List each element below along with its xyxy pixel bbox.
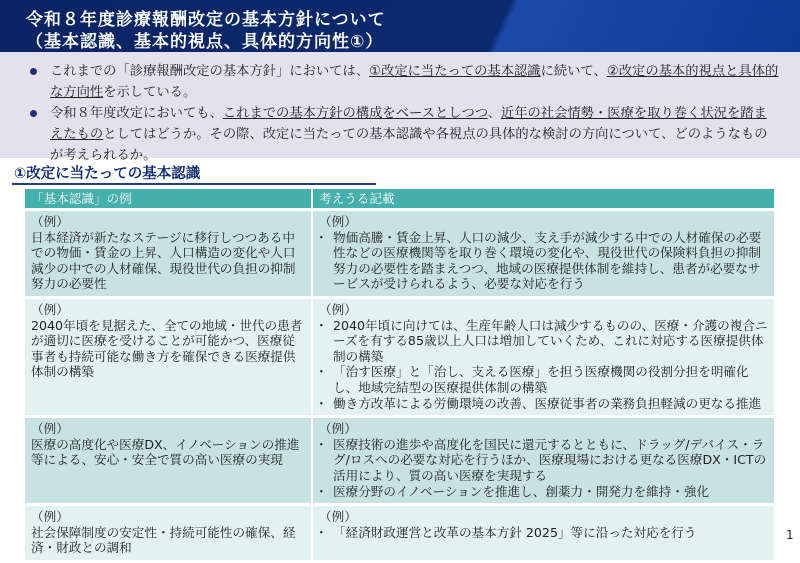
- description-item: ・ 「経済財政運営と改革の基本方針 2025」等に沿った対応を行う: [319, 525, 768, 541]
- text: を示している。: [103, 85, 197, 100]
- page-title-line1: 令和８年度診療報酬改定の基本方針について: [26, 10, 386, 30]
- table-row: [25, 506, 776, 563]
- text: としてはどうか。その際、改定に当たっての基本認識や各視点の具体的な検討の方向について、どのようなものが考えられるか。: [50, 127, 768, 163]
- example-text: 2040年頃を見据えた、全ての地域・世代の患者が適切に医療を受けることが可能かつ、医療従事者も持続可能な働き方を確保できる医療提供体制の構築: [31, 317, 303, 380]
- page-title-line2: （基本認識、基本的視点、具体的方向性①）: [26, 32, 384, 52]
- example-text: 社会保障制度の安定性・持続可能性の確保、経済・財政との調和: [31, 524, 296, 556]
- underlined-text: これまでの基本方針の構成をベースとしつつ: [222, 106, 488, 121]
- description-list: [319, 437, 768, 499]
- example-cell: [25, 418, 313, 506]
- description-item: ・ 医療分野のイノベーションを推進し、創薬力・開発力を維持・強化: [319, 484, 768, 500]
- description-cell: [313, 506, 776, 563]
- description-cell: [313, 418, 776, 506]
- table-row: [25, 211, 776, 299]
- underlined-text: ②改定の基本的視点と具体的な方向性: [50, 64, 779, 100]
- example-label: （例）: [31, 301, 69, 317]
- column-header-examples: 「基本認識」の例: [25, 189, 313, 211]
- example-cell: [25, 506, 313, 563]
- text: に続いて、: [540, 64, 607, 79]
- example-text: 医療の高度化や医療DX、イノベーションの推進等による、安心・安全で質の高い医療の実現: [31, 436, 300, 468]
- description-item: ・ 働き方改革による労働環境の改善、医療従事者の業務負担軽減の更なる推進: [319, 396, 768, 412]
- text: これまでの「診療報酬改定の基本方針」においては、: [50, 64, 370, 79]
- table-row: [25, 418, 776, 506]
- description-label: （例）: [319, 301, 357, 317]
- description-item: ・ 「治す医療」と「治し、支える医療」を担う医療機関の役割分担を明確化し、地域完結型の医療提供体制の構築: [319, 364, 768, 395]
- description-list: [319, 525, 768, 541]
- description-list: [319, 230, 768, 292]
- basic-recognition-table: [25, 189, 776, 563]
- description-cell: [313, 211, 776, 299]
- bullet-icon: [30, 110, 37, 117]
- description-item: ・ 2040年頃に向けては、生産年齢人口は減少するものの、医療・介護の複合ニーズを有する85歳以上人口は増加していくため、これに対応する医療提供体制の構築: [319, 318, 768, 365]
- intro-bullet-2: [30, 103, 780, 166]
- example-text: 日本経済が新たなステージに移行しつつある中での物価・賃金の上昇、人口構造の変化や人口減少の中での人材確保、現役世代の負担の抑制努力の必要性: [31, 229, 296, 292]
- intro-box: [0, 52, 800, 163]
- text: 令和８年度改定においても、: [50, 106, 223, 121]
- example-cell: [25, 211, 313, 299]
- description-label: （例）: [319, 421, 357, 437]
- description-item: ・ 物価高騰・賃金上昇、人口の減少、支え手が減少する中での人材確保の必要性などの医療機関等を取り巻く環境の変化や、現役世代の保険料負担の抑制努力の必要性を踏まえつつ、地域の医療提供体制を維持し、患者が必要なサービスが受けられるよう、必要な対応を行う: [319, 230, 768, 292]
- example-label: （例）: [31, 214, 69, 229]
- column-header-descriptions: 考えうる記載: [313, 189, 776, 211]
- section-heading: ①改定に当たっての基本認識: [14, 166, 201, 182]
- example-cell: [25, 299, 313, 418]
- page-number: 1: [786, 528, 794, 542]
- example-label: （例）: [31, 509, 69, 525]
- description-list: [319, 318, 768, 412]
- title-banner: [0, 0, 800, 52]
- underlined-text: ①改定に当たっての基本認識: [369, 64, 541, 79]
- description-item: ・ 医療技術の進歩や高度化を国民に還元するとともに、ドラッグ/デバイス・ラグ/ロスへの必要な対応を行うほか、医療現場における更なる医療DX・ICTの活用により、質の高い医療を実現する: [319, 437, 768, 484]
- description-label: （例）: [319, 214, 357, 229]
- example-label: （例）: [31, 421, 69, 437]
- section-underline: [12, 183, 376, 185]
- underlined-text: 近年の社会情勢・医療を取り巻く状況を踏まえたもの: [50, 106, 767, 142]
- text: 、: [487, 106, 501, 121]
- table-row: [25, 299, 776, 418]
- intro-bullet-1: [30, 61, 780, 103]
- description-label: （例）: [319, 509, 357, 525]
- bullet-icon: [30, 68, 37, 75]
- description-cell: [313, 299, 776, 418]
